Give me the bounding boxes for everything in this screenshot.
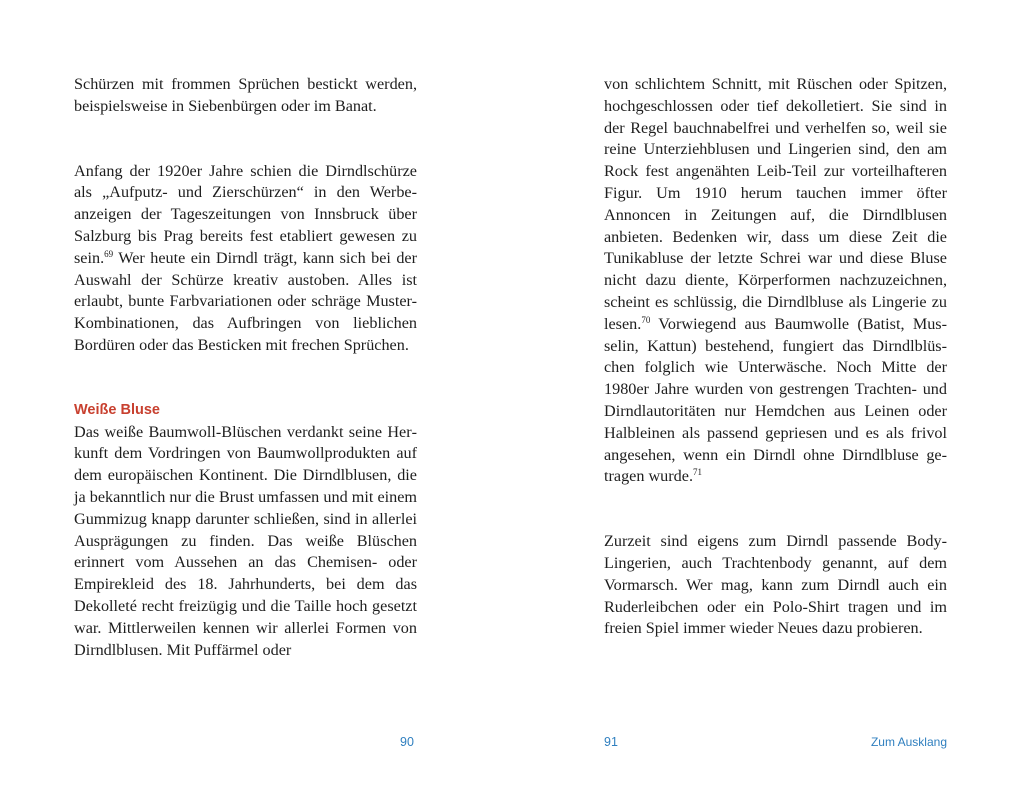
paragraph-gap (604, 488, 947, 531)
page-number-right: 91 (604, 735, 618, 749)
left-paragraph-3-text: Das weiße Baumwoll-Blüschen verdankt seine Herkunft dem Vordringen von Baumwollprodukten auf dem europäischen Kontinent. Die Dirndlblusen, die ja bekanntlich nur die Brust umfassen und mit einem Gummizug knapp darunter schließen, sind in allerlei Ausprägungen zu finden. Das weiße Blüschen erinnert vom Aussehen an das Chemisen- oder Empirekleid des 18. Jahrhunderts, bei dem das Dekolleté recht freizügig und die Taille hoch gesetzt war. Mittlerweilen kennen wir allerlei Formen von Dirndlblusen. Mit Puffärmel oder (74, 422, 417, 659)
left-paragraph-2 (74, 161, 417, 357)
paragraph-gap (74, 357, 417, 400)
right-paragraph-2 (604, 531, 947, 640)
section-heading-weisse-bluse: Weiße Bluse (74, 401, 160, 418)
left-paragraph-3 (74, 422, 417, 662)
left-paragraph-1-text: Schürzen mit frommen Sprüchen bestickt werden, beispielsweise in Siebenbürgen oder im Banat. (74, 75, 417, 115)
right-paragraph-2-text: Zurzeit sind eigens zum Dirndl passende Body-Lingerien, auch Trachtenbody genannt, auf dem Vormarsch. Wer mag, kann zum Dirndl auch ein Ruderleibchen oder ein Polo-Shirt tragen und im freien Spiel immer wieder Neues dazu probieren. (604, 532, 947, 638)
left-paragraph-2-text-b: Wer heute ein Dirndl trägt, kann sich bei der Auswahl der Schürze kreativ austoben. Alles ist erlaubt, bunte Farbvariationen oder schräge Muster-Kombinationen, das Aufbringen von lieblichen Bordüren oder das Besticken mit frechen Sprüchen. (74, 248, 417, 354)
right-page (604, 74, 947, 640)
page-number-left: 90 (400, 735, 414, 749)
right-paragraph-1-text-a: von schlichtem Schnitt, mit Rüschen oder Spitzen, hochgeschlossen oder tief dekolletiert. Sie sind in der Regel bauchnabelfrei und verhelfen so, weil sie reine Unterziehblusen und Lingerien sind, den am Rock fest angenähten Leib-Teil zur vorteilhafteren Figur. Um 1910 herum tauchen immer öfter Annoncen in Zeitungen auf, die Dirndlblusen anbieten. Bedenken wir, dass um diese Zeit die Tunikabluse der letzte Schrei war und diese Bluse nicht dazu diente, Körperformen nachzuzeichnen, scheint es schlüssig, die Dirndlbluse als Lingerie zu lesen. (604, 75, 947, 333)
right-paragraph-1-text-b: Vorwiegend aus Baumwolle (Batist, Musselin, Kattun) bestehend, fungiert das Dirndlblüschen folglich wie Unterwäsche. Noch Mitte der 1980er Jahre wurden von gestrengen Trachten- und Dirndlautoritäten nur Hemdchen aus Leinen oder Halbleinen als passend gepriesen und es als frivol angesehen, wenn ein Dirndl ohne Dirndlbluse getragen wurde. (604, 314, 947, 486)
running-head: Zum Ausklang (870, 735, 947, 749)
paragraph-gap (74, 118, 417, 161)
left-paragraph-2-text-a: Anfang der 1920er Jahre schien die Dirndlschürze als „Aufputz- und Zierschürzen“ in den Werbeanzeigen der Tageszeitungen von Innsbruck über Salzburg bis Prag bereits fest etabliert gewesen zu sein. (74, 161, 417, 267)
right-paragraph-1 (604, 74, 947, 488)
footnote-ref-71[interactable]: 71 (693, 467, 702, 478)
footnote-ref-70[interactable]: 70 (641, 314, 651, 325)
left-page (74, 74, 417, 661)
footnote-ref-69[interactable]: 69 (104, 248, 114, 259)
left-paragraph-1 (74, 74, 417, 118)
